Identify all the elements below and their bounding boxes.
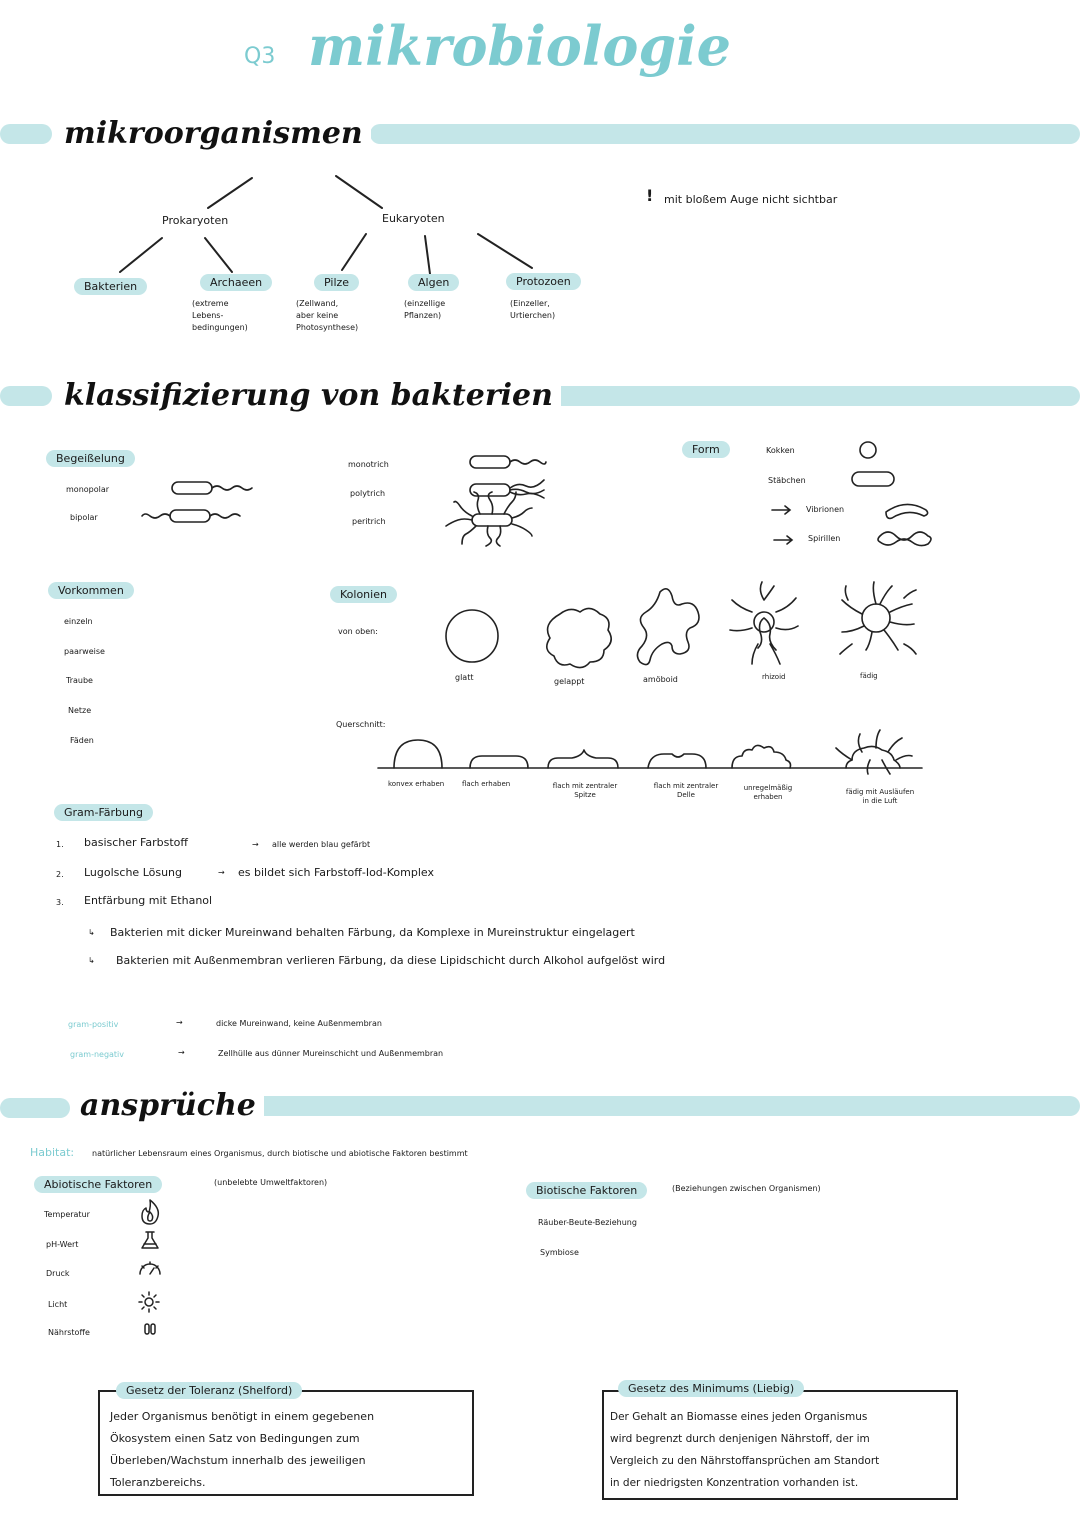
gram-negative-label: gram-negativ (70, 1050, 125, 1059)
form-kokken: Kokken (766, 446, 795, 455)
sun-icon (139, 1292, 159, 1312)
habitat-label: Habitat: (30, 1146, 75, 1159)
gram-step-text: Entfärbung mit Ethanol (84, 894, 213, 907)
tree-note-archaeen: (extreme Lebens- bedingungen) (192, 299, 248, 332)
tree-leaf-algen: Algen (408, 274, 459, 291)
form-staebchen: Stäbchen (768, 476, 806, 485)
form-vibrionen: Vibrionen (806, 505, 845, 514)
tree-note-protozoen: (Einzeller, Urtierchen) (510, 299, 556, 320)
tree-prokaryotes: Prokaryoten (162, 214, 229, 227)
arrow-right-icon: → (178, 1048, 185, 1057)
gram-sub-text: Bakterien mit Außenmembran verlieren Färbung, da diese Lipidschicht durch Alkohol aufgelöst wird (116, 954, 666, 967)
form-heading: Form (682, 441, 730, 458)
profile-label: flach erhaben (462, 780, 511, 788)
abiotic-heading: Abiotische Faktoren (34, 1176, 162, 1193)
gram-negative-text: Zellhülle aus dünner Mureinschicht und Außenmembran (218, 1049, 444, 1058)
tree-side-note: mit bloßem Auge nicht sichtbar (664, 193, 838, 206)
flame-icon (142, 1200, 158, 1224)
profile-label: unregelmäßig erhaben (743, 784, 793, 801)
occurrence-heading: Vorkommen (48, 582, 134, 599)
tree-leaf-bakterien: Bakterien (74, 278, 147, 295)
gram-sub-text: Bakterien mit dicker Mureinwand behalten Färbung, da Komplexe in Mureinstruktur eingelagert (110, 926, 635, 939)
colony-label-rhizoid: rhizoid (762, 673, 786, 681)
gram-positive-label: gram-positiv (68, 1020, 119, 1029)
occurrence-item: Fäden (70, 736, 94, 745)
gram-step-num: 3. (56, 898, 64, 907)
flagellation-peritrich: peritrich (352, 517, 386, 526)
section-title-classification: klassifizierung von bakterien (56, 378, 561, 413)
occurrence-item: Traube (66, 676, 93, 685)
biotic-note: (Beziehungen zwischen Organismen) (672, 1184, 821, 1193)
tree-note-algen: (einzellige Pflanzen) (404, 299, 446, 320)
section-title-requirements: ansprüche (72, 1088, 264, 1123)
abiotic-note: (unbelebte Umweltfaktoren) (214, 1178, 328, 1187)
gram-step-num: 2. (56, 870, 64, 879)
gram-step-text: basischer Farbstoff (84, 836, 188, 849)
form-spirillen: Spirillen (808, 534, 841, 543)
colony-label-amoeboid: amöboid (643, 675, 678, 684)
minimum-law-title: Gesetz des Minimums (Liebig) (618, 1380, 804, 1397)
page-title: mikrobiologie (308, 14, 731, 78)
profile-label: fädig mit Ausläufen in die Luft (845, 788, 915, 805)
tree-leaf-pilze: Pilze (314, 274, 359, 291)
arrow-right-icon: → (218, 868, 225, 877)
gram-positive-text: dicke Mureinwand, keine Außenmembran (216, 1019, 382, 1028)
colonies-heading: Kolonien (330, 586, 397, 603)
nutrient-icon (145, 1324, 155, 1334)
profile-label: flach mit zentraler Delle (653, 782, 719, 799)
biotic-heading: Biotische Faktoren (526, 1182, 647, 1199)
habitat-text: natürlicher Lebensraum eines Organismus, durch biotische und abiotische Faktoren bestimmt (92, 1149, 468, 1158)
colony-label-lobed: gelappt (554, 677, 585, 686)
profile-label: flach mit zentraler Spitze (552, 782, 618, 799)
flask-icon (142, 1232, 158, 1248)
abiotic-item: Druck (46, 1269, 70, 1278)
biotic-item: Räuber-Beute-Beziehung (538, 1218, 637, 1227)
tree-eukaryotes: Eukaryoten (382, 212, 445, 225)
flagellation-polytrich: polytrich (350, 489, 386, 498)
gauge-icon (140, 1262, 160, 1274)
biotic-item: Symbiose (540, 1248, 579, 1257)
flagellation-heading: Begeißelung (46, 450, 135, 467)
section-title-microorganisms: mikroorganismen (56, 116, 371, 151)
abiotic-item: pH-Wert (46, 1240, 79, 1249)
occurrence-item: Netze (68, 706, 92, 715)
gram-step-num: 1. (56, 840, 64, 849)
flagellation-monotrich: monotrich (348, 460, 389, 469)
gram-step-text: Lugolsche Lösung (84, 866, 183, 879)
gram-step-result: alle werden blau gefärbt (272, 840, 371, 849)
tree-leaf-archaeen: Archaeen (200, 274, 272, 291)
occurrence-item: paarweise (64, 647, 105, 656)
tolerance-law-text: Jeder Organismus benötigt in einem gegebenen Ökosystem einen Satz von Bedingungen zum Überleben/Wachstum innerhalb des jeweiligen Toleranzbereichs. (110, 1410, 375, 1489)
colony-label-smooth: glatt (455, 673, 474, 682)
tolerance-law-title: Gesetz der Toleranz (Shelford) (116, 1382, 302, 1399)
occurrence-item: einzeln (64, 617, 93, 626)
tree-leaf-protozoen: Protozoen (506, 273, 581, 290)
tree-note-pilze: (Zellwand, aber keine Photosynthese) (296, 299, 359, 332)
abiotic-item: Temperatur (44, 1210, 90, 1219)
sub-arrow-icon: ↳ (88, 956, 95, 965)
abiotic-item: Nährstoffe (48, 1328, 90, 1337)
profile-label: konvex erhaben (388, 780, 445, 788)
arrow-right-icon: → (252, 840, 259, 849)
gram-heading: Gram-Färbung (54, 804, 153, 821)
arrow-right-icon: → (176, 1018, 183, 1027)
colony-label-filamentous: fädig (860, 672, 878, 680)
abiotic-item: Licht (48, 1300, 68, 1309)
flagellation-monopolar: monopolar (66, 485, 110, 494)
cross-section-label: Querschnitt: (336, 720, 386, 729)
sub-arrow-icon: ↳ (88, 928, 95, 937)
minimum-law-text: Der Gehalt an Biomasse eines jeden Organismus wird begrenzt durch denjenigen Nährstoff, der im Vergleich zu den Nährstoffansprüchen am Standort in der niedrigsten Konzentration vorhanden ist. (610, 1411, 880, 1489)
gram-step-result: es bildet sich Farbstoff-Iod-Komplex (238, 866, 434, 879)
page-prefix: Q3 (244, 44, 276, 69)
flagellation-bipolar: bipolar (70, 513, 98, 522)
colonies-top-view-label: von oben: (338, 627, 378, 636)
exclamation-icon: ! (646, 186, 654, 205)
